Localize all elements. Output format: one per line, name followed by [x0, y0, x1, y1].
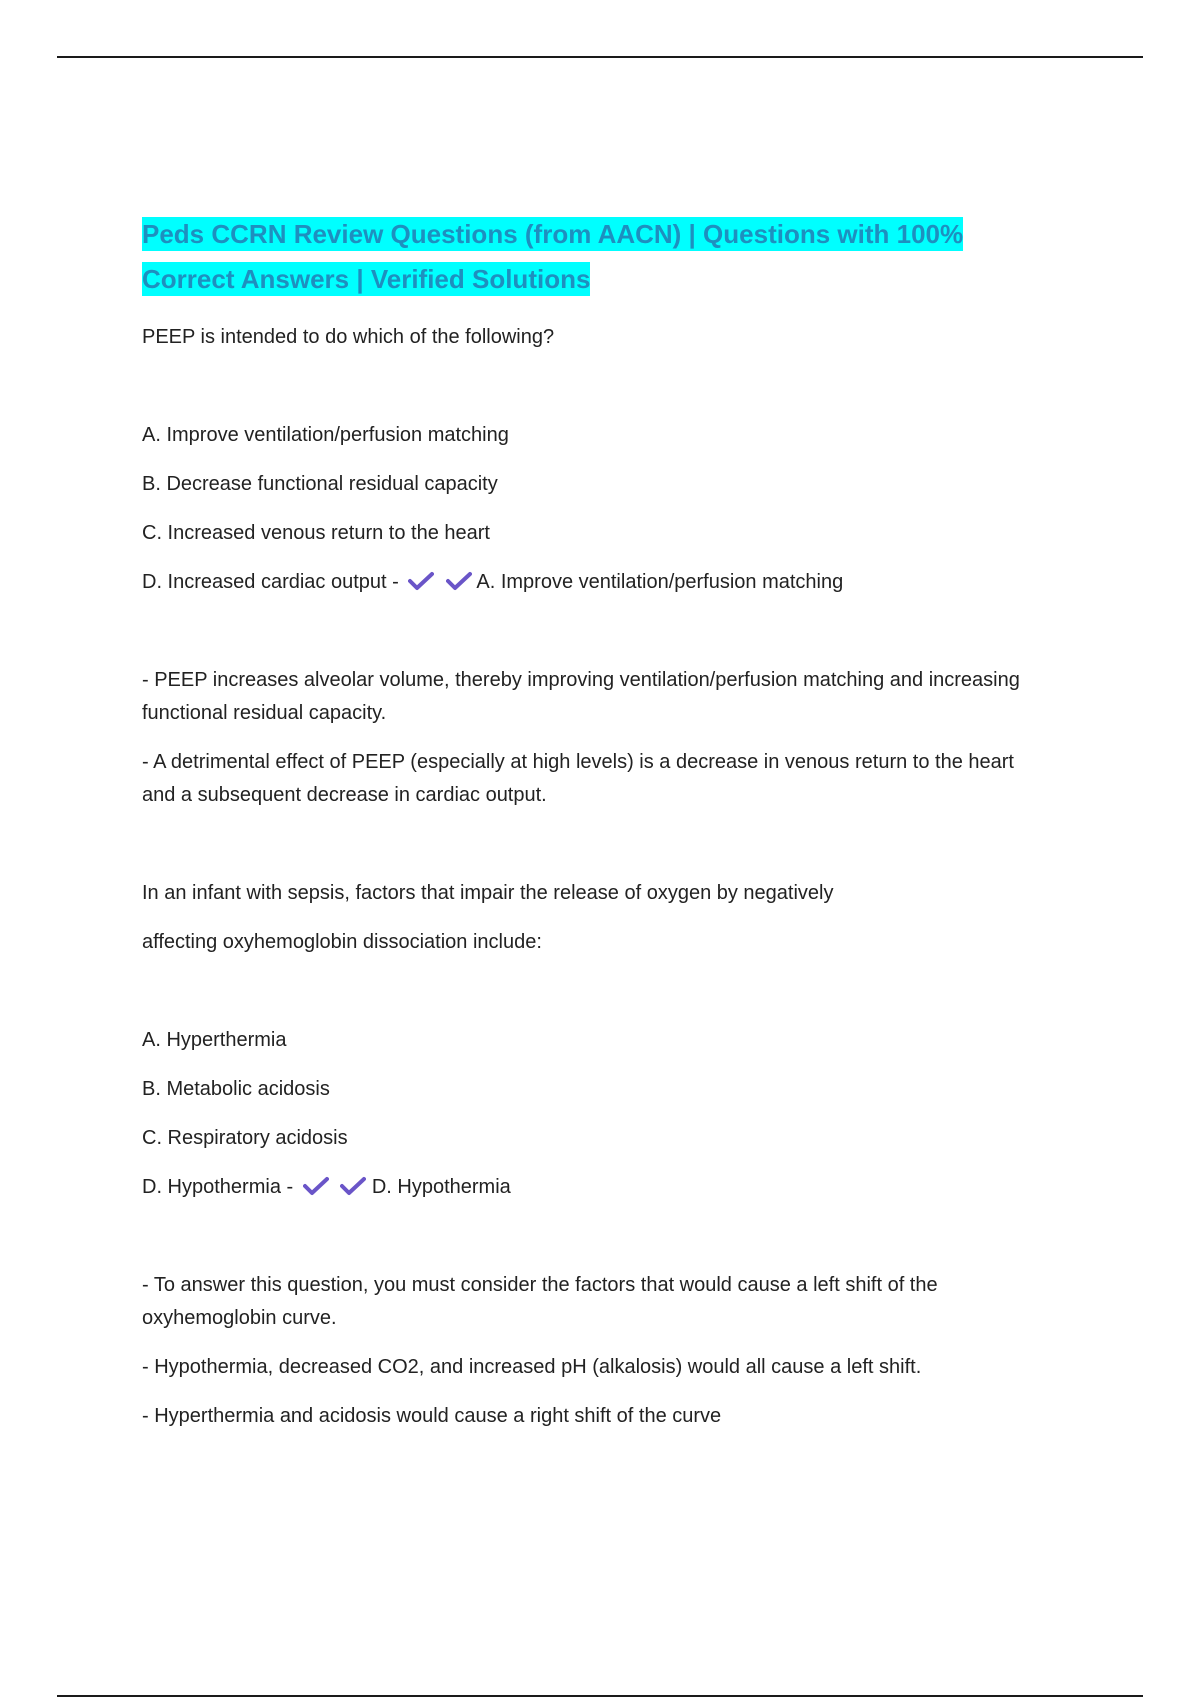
question-2-option-c: C. Respiratory acidosis: [142, 1127, 348, 1149]
checkmark-icon: [340, 1176, 366, 1196]
checkmark-icon: [446, 571, 472, 591]
title-line-1: Peds CCRN Review Questions (from AACN) | Questions with 100%: [142, 219, 964, 249]
question-1-option-d-answer: [142, 566, 1042, 599]
question-1-option-c: C. Increased venous return to the heart: [142, 522, 490, 544]
question-1-answer: A. Improve ventilation/perfusion matching: [476, 571, 844, 593]
question-1-option-d: D. Increased cardiac output -: [142, 571, 399, 593]
question-2-answer: D. Hypothermia: [371, 1176, 511, 1198]
title-line-2: Correct Answers | Verified Solutions: [142, 264, 591, 294]
top-rule: [57, 56, 1143, 58]
checkmark-icon: [303, 1176, 329, 1196]
question-1-text: PEEP is intended to do which of the following?: [142, 326, 555, 348]
question-1-explanation-2: - A detrimental effect of PEEP (especially at high levels) is a decrease in venous return to the heart and a subsequent decrease in cardiac output.: [142, 751, 1014, 806]
question-2-explanation-3: - Hyperthermia and acidosis would cause a right shift of the curve: [142, 1405, 722, 1427]
question-2-option-a: A. Hyperthermia: [142, 1029, 287, 1051]
document-title: [142, 212, 1042, 302]
question-2-option-b: B. Metabolic acidosis: [142, 1078, 330, 1100]
question-2-explanation-2: - Hypothermia, decreased CO2, and increased pH (alkalosis) would all cause a left shift.: [142, 1356, 922, 1378]
question-2-explanation-1: - To answer this question, you must consider the factors that would cause a left shift of the oxyhemoglobin curve.: [142, 1274, 938, 1329]
question-2-text-line-2: affecting oxyhemoglobin dissociation include:: [142, 931, 542, 953]
question-1-option-b: B. Decrease functional residual capacity: [142, 473, 498, 495]
question-2-text-line-1: In an infant with sepsis, factors that impair the release of oxygen by negatively: [142, 882, 834, 904]
document-body: [142, 212, 1042, 1433]
bottom-rule: [57, 1695, 1143, 1697]
checkmark-icon: [408, 571, 434, 591]
question-1-option-a: A. Improve ventilation/perfusion matching: [142, 424, 509, 446]
question-2-option-d: D. Hypothermia -: [142, 1176, 294, 1198]
question-2-option-d-answer: [142, 1171, 1042, 1204]
question-1-explanation-1: - PEEP increases alveolar volume, thereby improving ventilation/perfusion matching and increasing functional residual capacity.: [142, 669, 1020, 724]
